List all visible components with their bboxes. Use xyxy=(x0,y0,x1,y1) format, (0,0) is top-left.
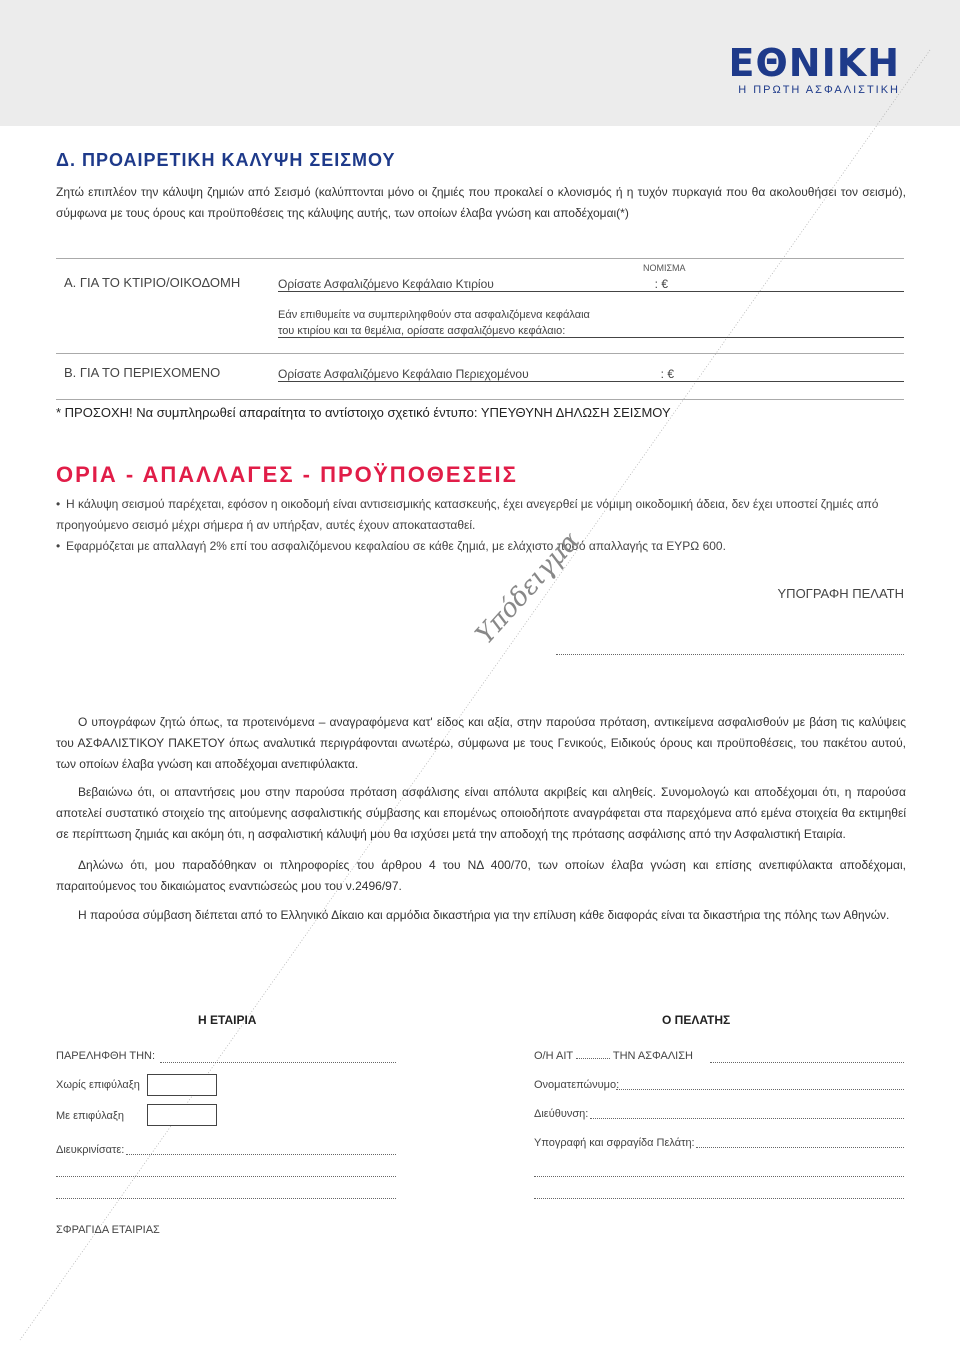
limit-bullet-1: • Η κάλυψη σεισμού παρέχεται, εφόσον η οικοδομή είναι αντισεισμικής κατασκευής, έχει ανεγερθεί με νόμιμη οικοδομική άδεια, δεν έχει υποστεί ζημιές από προηγούμενο σεισμό μέχρι σήμερα ή αν υπήρξαν, αυτές έχουν αποκατασταθεί. xyxy=(56,497,879,532)
specimen-handwriting: Υπόδειγμα xyxy=(470,526,586,651)
section-title: Δ. ΠΡΟΑΙΡΕΤΙΚΗ ΚΑΛΥΨΗ ΣΕΙΣΜΟΥ xyxy=(56,150,396,170)
table-divider xyxy=(56,353,904,354)
received-label: ΠΑΡΕΛΗΦΘΗ ΤΗΝ: xyxy=(56,1050,156,1062)
ait-label: Ο/Η ΑΙΤ ΤΗΝ ΑΣΦΑΛΙΣΗ xyxy=(534,1050,693,1062)
client-name-label: Ονοματεπώνυμο: xyxy=(534,1079,620,1091)
company-column-title: Η ΕΤΑΙΡΙΑ xyxy=(198,1013,257,1027)
ait-blank[interactable] xyxy=(576,1058,610,1059)
declaration-2: Βεβαιώνω ότι, οι απαντήσεις μου στην παρούσα πρόταση ασφάλισης είναι απόλυτα ακριβείς και αληθείς. Συνομολογώ και αποδέχομαι ότι, η παρούσα αποτελεί συστατικό στοιχείο της αιτούμενης ασφαλιστικής σύμβασης και επομένως οποιοδήποτε αναγράφεται στα παρεχόμενα από εμένα στοιχεία θα εκτιμηθεί σε περίπτωση ζημιάς και ακόμη ότι, η ασφαλιστική κάλυψή μου θα ισχύσει μετά την αποδοχή της πρότασης ασφάλισης από την Ασφαλιστική Εταιρία. xyxy=(56,785,906,841)
company-stamp-label: ΣΦΡΑΓΙΔΑ ΕΤΑΙΡΙΑΣ xyxy=(56,1224,160,1236)
with-reservation-label: Με επιφύλαξη xyxy=(56,1110,124,1122)
contents-capital-label: Ορίσατε Ασφαλιζόμενο Κεφάλαιο Περιεχομένου xyxy=(278,367,529,381)
row-a-label: Α. ΓΙΑ ΤΟ ΚΤΙΡΙΟ/ΟΙΚΟΔΟΜΗ xyxy=(64,275,241,290)
foundation-line-1: Εάν επιθυμείτε να συμπεριληφθούν στα ασφαλιζόμενα κεφάλαια xyxy=(278,309,590,321)
foundation-capital-field[interactable] xyxy=(278,325,904,338)
client-signature-label: ΥΠΟΓΡΑΦΗ ΠΕΛΑΤΗ xyxy=(777,586,904,601)
contents-capital-field[interactable] xyxy=(278,367,904,382)
building-currency: : € xyxy=(654,277,668,291)
declaration-3: Δηλώνω ότι, μου παραδόθηκαν οι πληροφορίες του άρθρου 4 του ΝΔ 400/70, των οποίων έλαβα γνώση και επίσης ανεπιφύλακτα αποδέχομαι, παραιτούμενος του δικαιώματος εναντιώσεώς μου του ν.2496/97. xyxy=(56,858,906,893)
received-date-line[interactable] xyxy=(160,1062,396,1063)
declaration-4: Η παρούσα σύμβαση διέπεται από το Ελληνικό Δίκαιο και αρμόδια δικαστήρια για την επίλυση κάθε διαφοράς είναι τα δικαστήρια της πόλης των Αθηνών. xyxy=(78,908,890,922)
clarifications-line-1[interactable] xyxy=(126,1154,396,1155)
client-name-line[interactable] xyxy=(616,1089,904,1090)
client-address-label: Διεύθυνση: xyxy=(534,1108,589,1120)
without-reservation-label: Χωρίς επιφύλαξη xyxy=(56,1079,140,1091)
clarifications-line-3[interactable] xyxy=(56,1198,396,1199)
client-column-title: Ο ΠΕΛΑΤΗΣ xyxy=(662,1013,731,1027)
limit-bullet-2: • Εφαρμόζεται με απαλλαγή 2% επί του ασφαλιζόμενου κεφαλαίου σε κάθε ζημιά, με ελάχιστο ποσό απαλλαγής τα ΕΥΡΩ 600. xyxy=(56,539,726,553)
client-signature-line[interactable] xyxy=(556,654,904,655)
row-b-label: Β. ΓΙΑ ΤΟ ΠΕΡΙΕΧΟΜΕΝΟ xyxy=(64,365,221,380)
clarifications-label: Διευκρινίσατε: xyxy=(56,1144,125,1156)
declaration-1: Ο υπογράφων ζητώ όπως, τα προτεινόμενα – αναγραφόμενα κατ' είδος και αξία, στην παρούσα πρόταση, αντικείμενα ασφαλισθούν με βάση τις καλύψεις του ΑΣΦΑΛΙΣΤΙΚΟΥ ΠΑΚΕΤΟΥ όπως αναλυτικά περιγράφονται ανωτέρω, σύμφωνα με τους Γενικούς, Ειδικούς όρους και προϋποθέσεις, του πακέτου αυτού, των οποίων έλαβα γνώση και αποδέχομαι ανεπιφύλακτα. xyxy=(56,715,906,771)
building-capital-field[interactable] xyxy=(278,277,904,292)
contents-currency: : € xyxy=(660,367,674,381)
with-reservation-checkbox[interactable] xyxy=(147,1104,217,1126)
building-capital-label: Ορίσατε Ασφαλιζόμενο Κεφάλαιο Κτιρίου xyxy=(278,277,494,291)
client-extra-line-2[interactable] xyxy=(534,1198,904,1199)
logo-tagline: Η ΠΡΩΤΗ ΑΣΦΑΛΙΣΤΙΚΗ xyxy=(738,84,900,96)
client-address-line[interactable] xyxy=(590,1118,904,1119)
logo-name: ΕΘΝΙΚΗ xyxy=(728,41,900,85)
section-intro: Ζητώ επιπλέον την κάλυψη ζημιών από Σεισμό (καλύπτονται μόνο οι ζημιές που προκαλεί ο κλονισμός ή η τυχόν πυρκαγιά που θα ακολουθήσει τον σεισμό), σύμφωνα με τους όρους και προϋποθέσεις της κάλυψης αυτής, των οποίων έλαβα γνώση και αποδέχομαι(*) xyxy=(56,185,906,220)
currency-header: ΝΟΜΙΣΜΑ xyxy=(643,263,686,273)
coverage-table xyxy=(56,258,904,400)
clarifications-line-2[interactable] xyxy=(56,1176,396,1177)
limits-title: ΟΡΙΑ - ΑΠΑΛΛΑΓΕΣ - ΠΡΟΫΠΟΘΕΣΕΙΣ xyxy=(56,462,518,487)
client-extra-line-1[interactable] xyxy=(534,1176,904,1177)
attention-note: * ΠΡΟΣΟΧΗ! Να συμπληρωθεί απαραίτητα το αντίστοιχο σχετικό έντυπο: ΥΠΕΥΘΥΝΗ ΔΗΛΩΣΗ ΣΕΙΣΜΟΥ xyxy=(56,405,671,420)
ait-line[interactable] xyxy=(710,1062,904,1063)
foundation-line-2: του κτιρίου και τα θεμέλια, ορίσατε ασφαλιζόμενο κεφάλαιο: xyxy=(278,325,566,337)
client-signature-stamp-label: Υπογραφή και σφραγίδα Πελάτη: xyxy=(534,1137,695,1149)
without-reservation-checkbox[interactable] xyxy=(147,1074,217,1096)
client-signature-stamp-line[interactable] xyxy=(696,1147,904,1148)
